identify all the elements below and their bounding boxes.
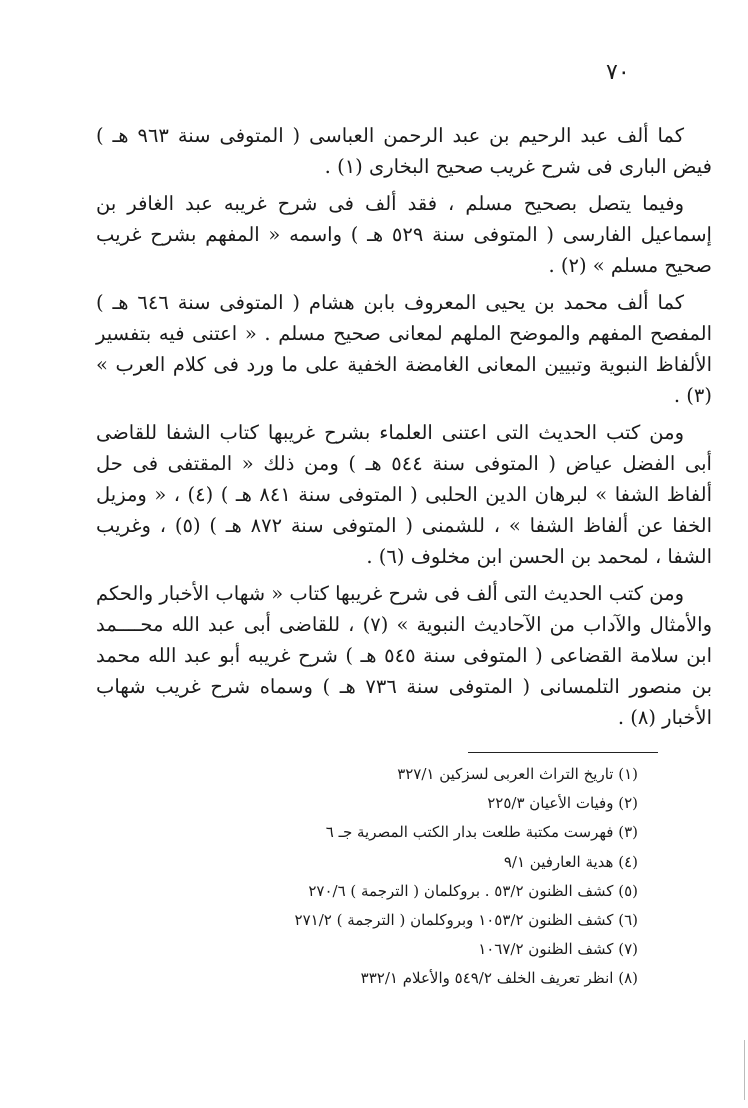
- footnote: (٥) كشف الظنون ٥٣/٢ . بروكلمان ( الترجمة ) ٢٧٠/٦: [308, 881, 638, 900]
- footnote: (٤) هدية العارفين ٩/١: [503, 852, 638, 871]
- footnote: (٣) فهرست مكتبة طلعت بدار الكتب المصرية جـ ٦: [325, 823, 638, 842]
- footnotes: [240, 760, 638, 994]
- paragraph: كما ألف محمد بن يحيى المعروف بابن هشام ( المتوفى سنة ٦٤٦ هـ ) المفصح المفهم والموضح الملهم لمعانى صحيح مسلم . « اعتنى فيه بتفسير الألفاظ النبوية وتبيين المعانى الغامضة الخفية على ما ورد فى كلام العرب » (٣) .: [96, 291, 712, 407]
- paragraph: وفيما يتصل بصحيح مسلم ، فقد ألف فى شرح غريبه عبد الغافر بن إسماعيل الفارسى ( المتوفى سنة ٥٢٩ هـ ) واسمه « المفهم بشرح غريب صحيح مسلم » (٢) .: [96, 192, 712, 277]
- scan-edge-mark: [744, 1040, 745, 1100]
- paragraph: ومن كتب الحديث التى ألف فى شرح غريبها كتاب « شهاب الأخبار والحكم والأمثال والآداب من الآحاديث النبوية » (٧) ، للقاضى أبى عبد الله محــــمد ابن سلامة القضاعى ( المتوفى سنة ٥٤٥ هـ ) شرح غريبه أبو عبد الله محمد بن منصور التلمسانى ( المتوفى سنة ٧٣٦ هـ ) وسماه شرح غريب شهاب الأخبار (٨) .: [96, 582, 712, 729]
- footnote: (٨) انظر تعريف الخلف ٥٤٩/٢ والأعلام ٣٣٢/١: [360, 969, 638, 988]
- footnote: (٢) وفيات الأعيان ٢٢٥/٣: [487, 794, 638, 813]
- paragraph: ومن كتب الحديث التى اعتنى العلماء بشرح غريبها كتاب الشفا للقاضى أبى الفضل عياض ( المتوفى سنة ٥٤٤ هـ ) ومن ذلك « المقتفى فى حل ألفاظ الشفا » لبرهان الدين الحلبى ( المتوفى سنة ٨٤١ هـ ) (٤) ، « ومزيل الخفا عن ألفاظ الشفا » ، للشمنى ( المتوفى سنة ٨٧٢ هـ ) (٥) ، وغريب الشفا ، لمحمد بن الحسن ابن مخلوف (٦) .: [96, 421, 713, 568]
- page-number: ٧٠: [606, 60, 630, 85]
- paragraph: كما ألف عبد الرحيم بن عبد الرحمن العباسى ( المتوفى سنة ٩٦٣ هـ ) فيض البارى فى شرح غريب صحيح البخارى (١) .: [96, 124, 712, 178]
- main-text: [96, 120, 712, 739]
- footnote: (٧) كشف الظنون ١٠٦٧/٢: [478, 940, 638, 959]
- footnote-separator: [468, 752, 658, 753]
- footnote: (٦) كشف الظنون ١٠٥٣/٢ وبروكلمان ( الترجمة ) ٢٧١/٢: [294, 911, 638, 930]
- footnote: (١) تاريخ التراث العربى لسزكين ٣٢٧/١: [397, 765, 638, 783]
